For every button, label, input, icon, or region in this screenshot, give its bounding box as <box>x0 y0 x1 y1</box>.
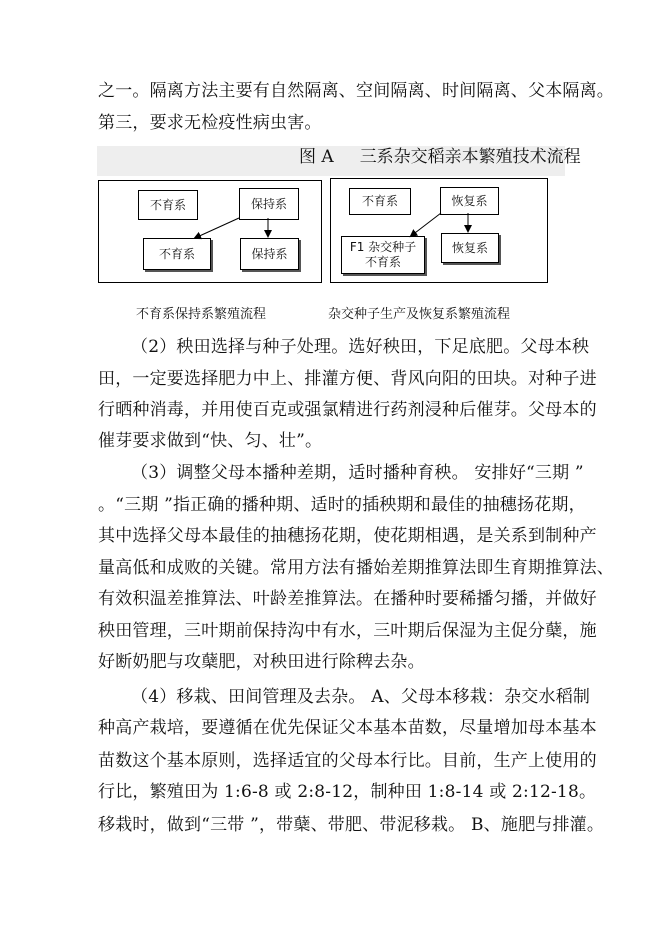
section4-line-5: 移栽时，做到“三带 ”，带蘖、带肥、带泥移栽。 B、施肥与排灌。 <box>98 815 605 835</box>
right-box-restorer-bottom <box>441 233 499 263</box>
left-box-sterile-bottom-label: 不育系 <box>158 246 195 261</box>
right-box-f1-line2: 不育系 <box>364 255 401 269</box>
figure-title <box>299 146 581 168</box>
figure-title-text: 三系杂交稻亲本繁殖技术流程 <box>359 147 581 167</box>
right-box-restorer-top <box>440 187 499 215</box>
section2-line-2: 田，一定要选择肥力中上、排灌方便、背风向阳的田块。对种子进 <box>98 369 597 389</box>
right-box-sterile <box>349 188 411 215</box>
left-diagram-caption: 不育系保持系繁殖流程 <box>136 307 267 322</box>
intro-line-1: 之一。隔离方法主要有自然隔离、空间隔离、时间隔离、父本隔离。 <box>98 81 614 101</box>
left-box-sterile-top <box>138 190 198 220</box>
right-box-restorer-top-label: 恢复系 <box>451 193 488 208</box>
left-box-maintainer-top-label: 保持系 <box>250 196 287 211</box>
left-box-sterile-bottom <box>143 238 211 270</box>
right-box-f1-line1: F1 杂交种子 <box>349 240 417 254</box>
section3-line-3: 其中选择父母本最佳的抽穗扬花期，使花期相遇，是关系到制种产 <box>98 526 597 546</box>
left-box-maintainer-bottom <box>240 238 299 270</box>
section4-line-4: 行比，繁殖田为 1:6-8 或 2:8-12，制种田 1:8-14 或 2:12-18。 <box>98 782 597 802</box>
right-box-sterile-label: 不育系 <box>361 194 398 208</box>
intro-line-2: 第三，要求无检疫性病虫害。 <box>98 113 322 133</box>
section4-line-1: （4）移栽、田间管理及去杂。 A、父母本移栽：杂交水稻制 <box>131 687 591 707</box>
section2-line-4: 催芽要求做到“快、匀、壮”。 <box>98 431 323 451</box>
section3-line-2: 。“三期 ”指正确的播种期、适时的插秧期和最佳的抽穗扬花期， <box>98 495 586 515</box>
figure-label: 图 A <box>299 147 334 167</box>
left-box-sterile-top-label: 不育系 <box>149 197 186 212</box>
section3-line-6: 秧田管理，三叶期前保持沟中有水，三叶期后保湿为主促分蘖，施 <box>98 621 597 641</box>
section2-line-1: （2）秧田选择与种子处理。选好秧田，下足底肥。父母本秧 <box>131 337 590 357</box>
right-box-restorer-bottom-label: 恢复系 <box>451 240 488 255</box>
section4-line-3: 苗数这个基本原则，选择适宜的父母本行比。目前，生产上使用的 <box>98 751 597 771</box>
section3-line-7: 好断奶肥与攻蘖肥，对秧田进行除稗去杂。 <box>98 652 425 672</box>
section3-line-5: 有效积温差推算法、叶龄差推算法。在播种时要稀播匀播，并做好 <box>98 589 597 609</box>
section3-line-4: 量高低和成败的关键。常用方法有播始差期推算法即生育期推算法、 <box>98 558 614 578</box>
section3-line-1: （3）调整父母本播种差期，适时播种育秧。 安排好“三期 ” <box>131 463 584 483</box>
left-box-maintainer-bottom-label: 保持系 <box>251 246 288 261</box>
left-box-maintainer-top <box>239 188 299 220</box>
section4-line-2: 种高产栽培，要遵循在优先保证父本基本苗数，尽量增加母本基本 <box>98 718 597 738</box>
right-box-f1-seed <box>341 236 425 274</box>
section2-line-3: 行晒种消毒，并用使百克或强氯精进行药剂浸种后催芽。父母本的 <box>98 400 597 420</box>
right-diagram-caption: 杂交种子生产及恢复系繁殖流程 <box>328 307 511 322</box>
